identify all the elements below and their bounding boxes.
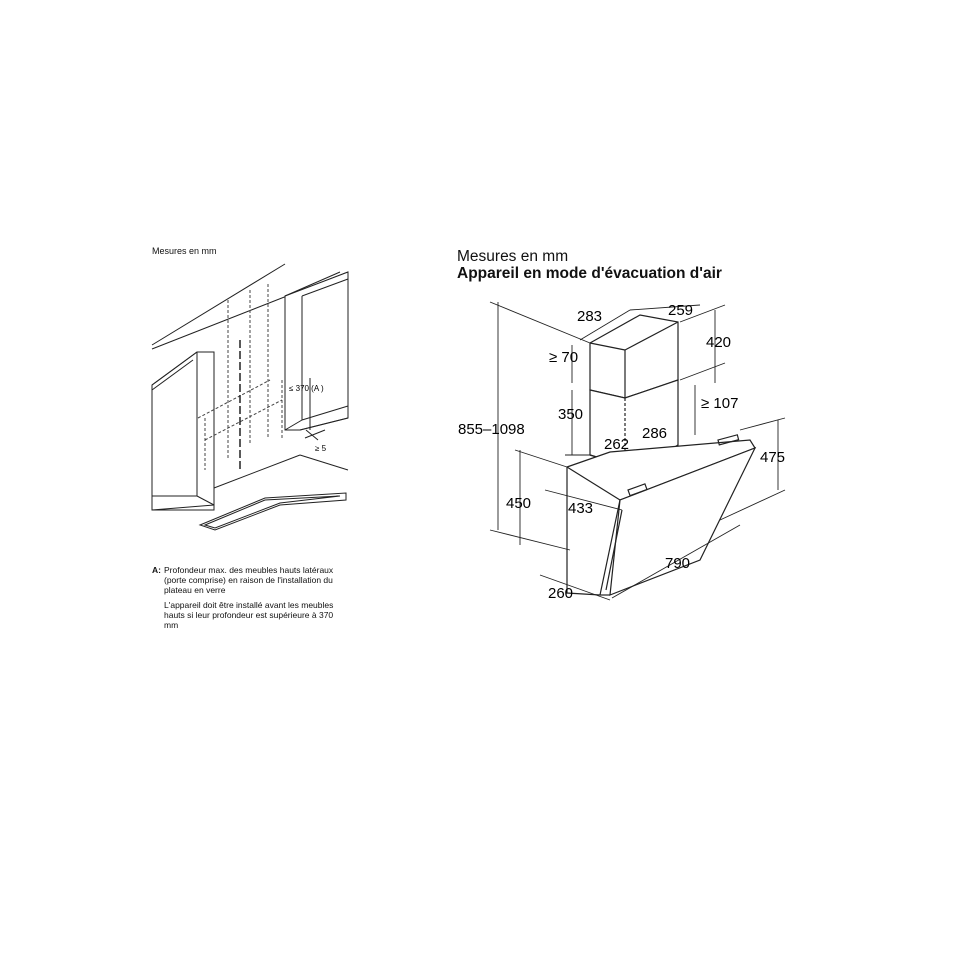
- dim-262: 262: [604, 436, 630, 453]
- dim-70: ≥ 70: [549, 349, 579, 366]
- left-panel-title: Mesures en mm: [152, 246, 217, 256]
- dim-total-height: 855–1098: [458, 421, 525, 438]
- dim-433: 433: [568, 500, 594, 517]
- right-panel-title: Mesures en mm: [457, 248, 569, 265]
- dim-350: 350: [558, 406, 584, 423]
- dim-450: 450: [506, 495, 532, 512]
- dim-790: 790: [665, 555, 691, 572]
- dim-259: 259: [668, 302, 694, 319]
- dim-420: 420: [706, 334, 732, 351]
- note-text-2: L'appareil doit être installé avant les meubles hauts si leur profondeur est supérieure à 370 mm: [164, 600, 334, 630]
- hood-dimension-diagram: [450, 290, 810, 610]
- dim-283: 283: [577, 308, 603, 325]
- dim-475: 475: [760, 449, 786, 466]
- note-key: A:: [152, 565, 161, 575]
- dim-107: ≥ 107: [701, 395, 739, 412]
- note-text: Profondeur max. des meubles hauts latéraux (porte comprise) en raison de l'installation du plateau en verre: [164, 565, 334, 595]
- gap-label: ≥ 5: [315, 444, 327, 453]
- depth-label: ≤ 370 (A ): [289, 384, 324, 393]
- right-panel-subtitle: Appareil en mode d'évacuation d'air: [457, 265, 722, 282]
- dim-286: 286: [642, 425, 668, 442]
- installation-diagram: [140, 255, 360, 555]
- note-block: [152, 565, 342, 630]
- dim-260: 260: [548, 585, 574, 602]
